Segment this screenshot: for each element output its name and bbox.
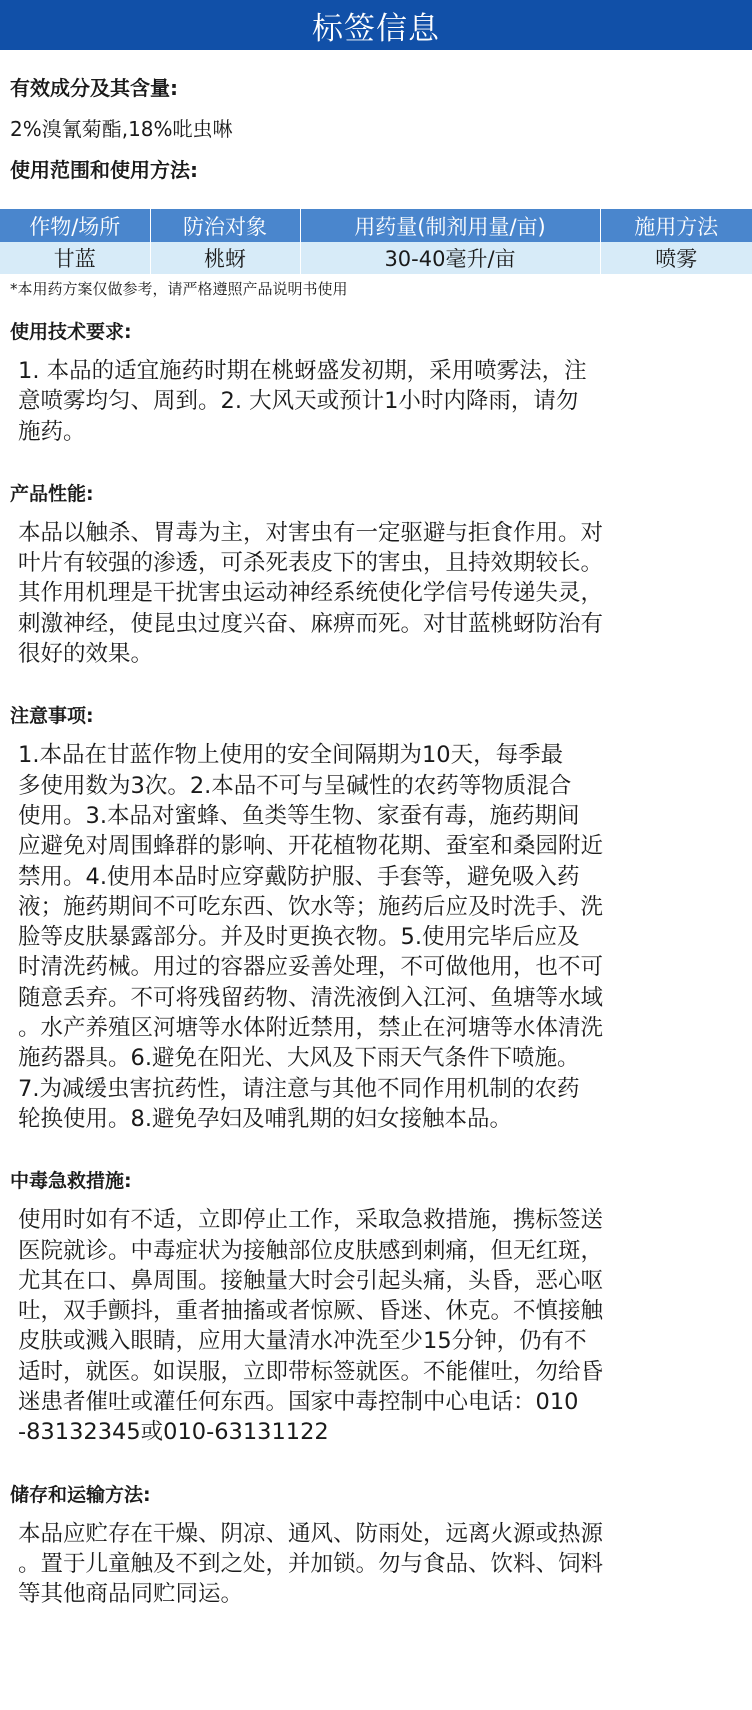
- text-line: 其作用机理是干扰害虫运动神经系统使化学信号传递失灵，: [18, 580, 604, 607]
- cell-crop: 甘蓝: [0, 242, 150, 274]
- text-line: 叶片有较强的渗透，可杀死表皮下的害虫，且持效期较长。: [18, 550, 604, 577]
- section-body-storage: [18, 1519, 734, 1610]
- usage-table-header-row: [0, 209, 752, 242]
- column-header-dosage: 用药量(制剂用量/亩): [300, 209, 600, 242]
- text-line: 施药。: [18, 418, 86, 445]
- column-header-method: 施用方法: [600, 209, 752, 242]
- text-line: 1.本品在甘蓝作物上使用的安全间隔期为10天，每季最: [18, 742, 564, 769]
- cell-target: 桃蚜: [150, 242, 300, 274]
- text-line: 刺激神经，使昆虫过度兴奋、麻痹而死。对甘蓝桃蚜防治有: [18, 610, 604, 637]
- usage-note: *本用药方案仅做参考，请严格遵照产品说明书使用: [10, 280, 348, 298]
- header-banner: [0, 0, 752, 50]
- text-line: 很好的效果。: [18, 641, 154, 668]
- section-body-first-aid: [18, 1205, 734, 1447]
- text-line: 。置于儿童触及不到之处，并加锁。勿与食品、饮料、饲料: [18, 1550, 604, 1577]
- text-line: 本品应贮存在干燥、阴凉、通风、防雨处，远离火源或热源: [18, 1520, 604, 1547]
- section-title-first-aid: 中毒急救措施:: [10, 1170, 132, 1193]
- text-line: 液；施药期间不可吃东西、饮水等；施药后应及时洗手、洗: [18, 893, 604, 920]
- text-line: 脸等皮肤暴露部分。并及时更换衣物。5.使用完毕后应及: [18, 924, 580, 951]
- text-line: 尤其在口、鼻周围。接触量大时会引起头痛，头昏，恶心呕: [18, 1267, 604, 1294]
- text-line: 禁用。4.使用本品时应穿戴防护服、手套等，避免吸入药: [18, 863, 580, 890]
- text-line: 本品以触杀、胃毒为主，对害虫有一定驱避与拒食作用。对: [18, 519, 604, 546]
- text-line: 皮肤或溅入眼睛，应用大量清水冲洗至少15分钟，仍有不: [18, 1328, 587, 1355]
- section-title-performance: 产品性能:: [10, 482, 94, 505]
- text-line: 应避免对周围蜂群的影响、开花植物花期、蚕室和桑园附近: [18, 833, 604, 860]
- text-line: 使用。3.本品对蜜蜂、鱼类等生物、家蚕有毒，施药期间: [18, 802, 580, 829]
- text-line: 使用时如有不适，立即停止工作，采取急救措施，携标签送: [18, 1207, 604, 1234]
- active-ingredient-label: 有效成分及其含量:: [10, 76, 178, 100]
- page-title: 标签信息: [312, 10, 440, 47]
- text-line: 随意丢弃。不可将残留药物、清洗液倒入江河、鱼塘等水域: [18, 984, 604, 1011]
- cell-method: 喷雾: [600, 242, 752, 274]
- section-body-performance: [18, 518, 734, 669]
- section-title-storage: 储存和运输方法:: [10, 1483, 151, 1506]
- column-header-crop: 作物/场所: [0, 209, 150, 242]
- text-line: 施药器具。6.避免在阳光、大风及下雨天气条件下喷施。: [18, 1045, 580, 1072]
- active-ingredient-value: 2%溴氰菊酯,18%吡虫啉: [10, 117, 233, 141]
- text-line: 1. 本品的适宜施药时期在桃蚜盛发初期，采用喷雾法，注: [18, 358, 587, 384]
- text-line: 迷患者催吐或灌任何东西。国家中毒控制中心电话：010: [18, 1389, 579, 1416]
- label-content: [0, 72, 752, 1610]
- text-line: 等其他商品同贮同运。: [18, 1581, 244, 1608]
- text-line: 吐，双手颤抖，重者抽搐或者惊厥、昏迷、休克。不慎接触: [18, 1298, 604, 1325]
- text-line: 7.为减缓虫害抗药性，请注意与其他不同作用机制的农药: [18, 1075, 580, 1102]
- table-row: [0, 242, 752, 274]
- section-body-technical: [18, 356, 734, 447]
- text-line: 适时，就医。如误服，立即带标签就医。不能催吐，勿给昏: [18, 1358, 604, 1385]
- text-line: 多使用数为3次。2.本品不可与呈碱性的农药等物质混合: [18, 772, 572, 799]
- text-line: 时清洗药械。用过的容器应妥善处理，不可做他用，也不可: [18, 954, 604, 981]
- text-line: 。水产养殖区河塘等水体附近禁用，禁止在河塘等水体清洗: [18, 1015, 604, 1042]
- column-header-target: 防治对象: [150, 209, 300, 242]
- text-line: 轮换使用。8.避免孕妇及哺乳期的妇女接触本品。: [18, 1105, 512, 1132]
- cell-dosage: 30-40毫升/亩: [300, 242, 600, 274]
- section-title-precautions: 注意事项:: [10, 705, 94, 728]
- section-title-technical: 使用技术要求:: [10, 321, 132, 343]
- text-line: -83132345或010-63131122: [18, 1419, 329, 1446]
- section-body-precautions: [18, 740, 734, 1134]
- usage-label: 使用范围和使用方法:: [10, 158, 198, 182]
- usage-table: [0, 209, 752, 274]
- text-line: 意喷雾均匀、周到。2. 大风天或预计1小时内降雨，请勿: [18, 388, 579, 415]
- text-line: 医院就诊。中毒症状为接触部位皮肤感到刺痛，但无红斑，: [18, 1237, 604, 1264]
